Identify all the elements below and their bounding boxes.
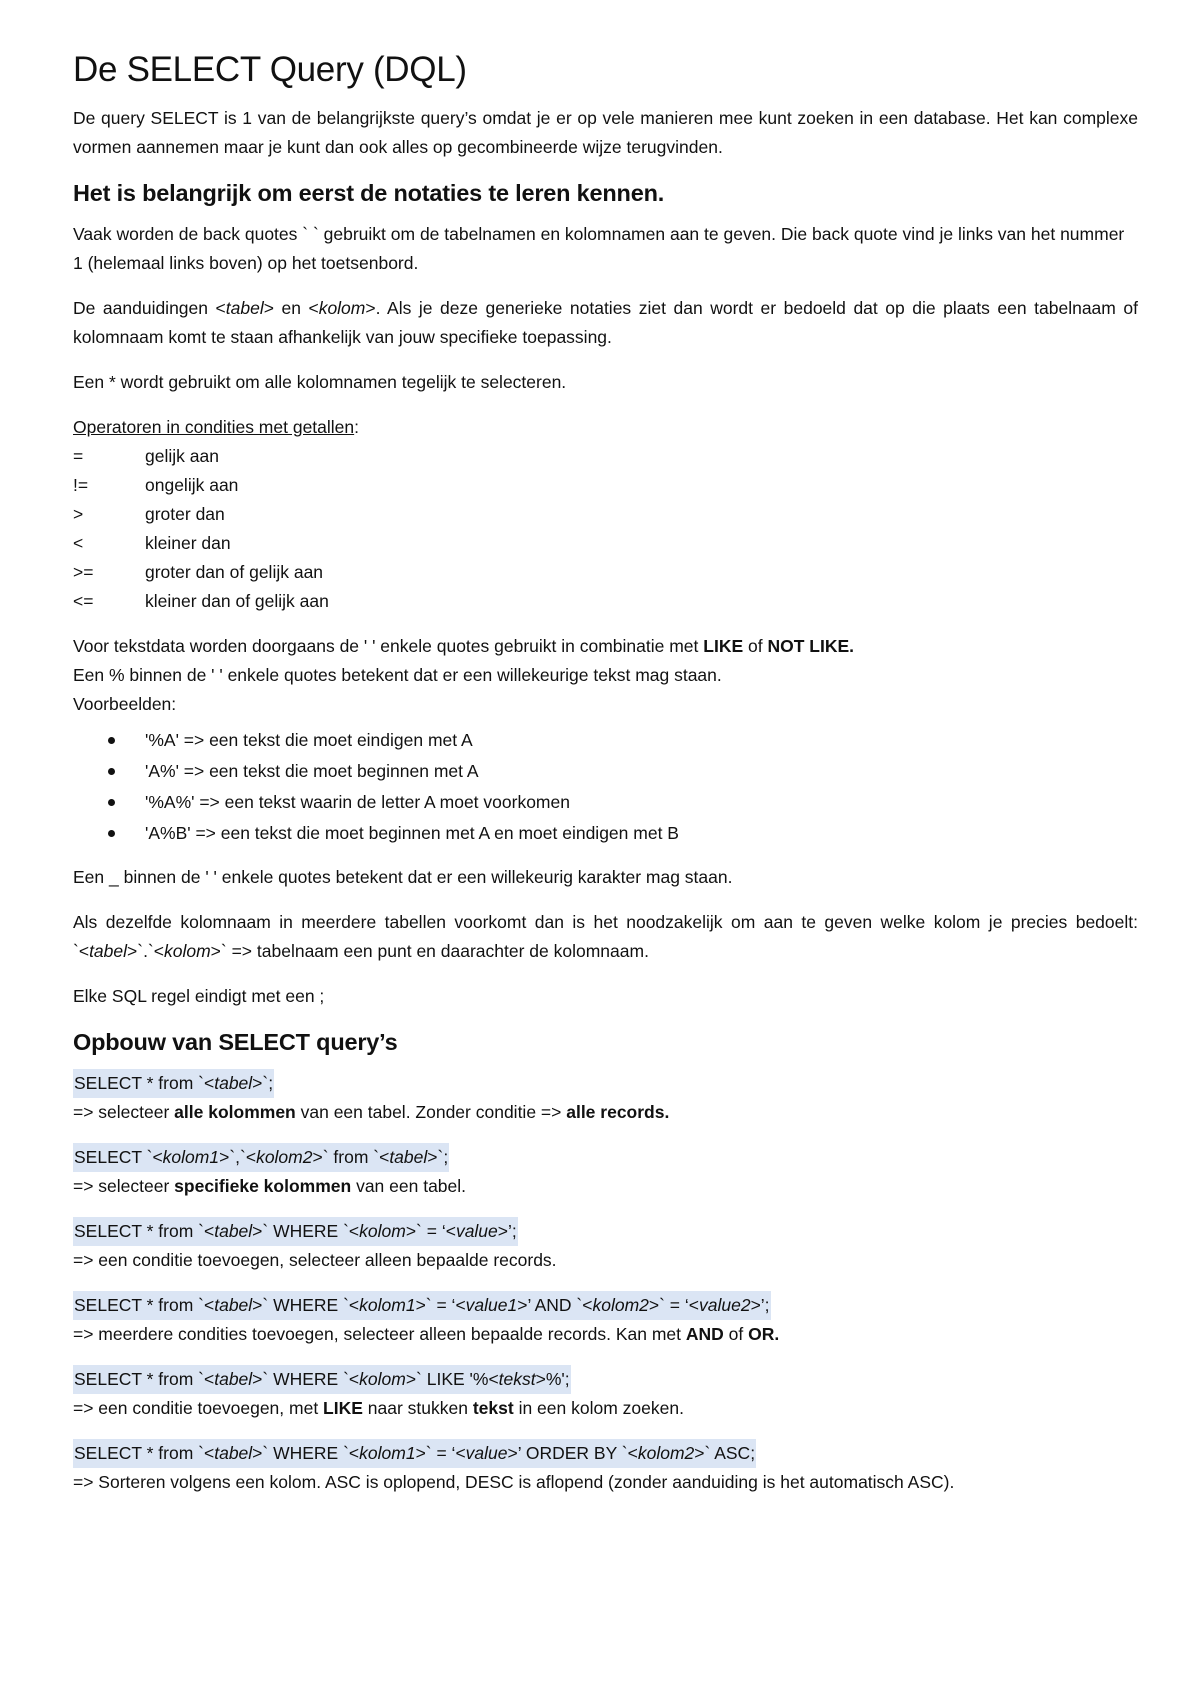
- operator-row: <= kleiner dan of gelijk aan: [73, 591, 329, 611]
- operator-row: > groter dan: [73, 504, 225, 524]
- operators-heading: Operatoren in condities met getallen:: [73, 417, 360, 437]
- sql-query: SELECT `<kolom1>`,`<kolom2>` from `<tabel>`;: [73, 1143, 449, 1172]
- backquotes-paragraph: Vaak worden de back quotes ` ` gebruikt om de tabelnamen en kolomnamen aan te geven. Die back quote vind je links van het nummer 1 (helemaal links boven) op het toetsenbord.: [73, 224, 1125, 273]
- query-example-1: [73, 1069, 1138, 1127]
- list-item: '%A%' => een tekst waarin de letter A moet voorkomen: [145, 787, 1138, 818]
- query-description: => selecteer alle kolommen van een tabel. Zonder conditie => alle records.: [73, 1102, 670, 1122]
- query-description: => Sorteren volgens een kolom. ASC is oplopend, DESC is aflopend (zonder aanduiding is het automatisch ASC).: [73, 1472, 955, 1492]
- underscore-paragraph: Een _ binnen de ' ' enkele quotes betekent dat er een willekeurig karakter mag staan.: [73, 867, 733, 887]
- query-example-4: [73, 1291, 1138, 1349]
- aanduidingen-paragraph: De aanduidingen <tabel> en <kolom>. Als je deze generieke notaties ziet dan wordt er bedoeld dat op die plaats een tabelnaam of kolomnaam komt te staan afhankelijk van jouw specifieke toepassing.: [73, 298, 1138, 347]
- section-heading-notations: Het is belangrijk om eerst de notaties te leren kennen.: [73, 180, 665, 206]
- operator-row: = gelijk aan: [73, 446, 219, 466]
- section-heading-select: Opbouw van SELECT query’s: [73, 1029, 398, 1055]
- operator-row: != ongelijk aan: [73, 475, 239, 495]
- list-item: 'A%' => een tekst die moet beginnen met A: [145, 756, 1138, 787]
- page-title: De SELECT Query (DQL): [73, 50, 467, 89]
- operators-list: [73, 413, 1138, 616]
- query-example-5: [73, 1365, 1138, 1423]
- sql-query: SELECT * from `<tabel>` WHERE `<kolom>` = ‘<value>’;: [73, 1217, 518, 1246]
- same-column-paragraph: Als dezelfde kolomnaam in meerdere tabellen voorkomt dan is het noodzakelijk om aan te geven welke kolom je precies bedoelt: `<tabel>`.`<kolom>` => tabelnaam een punt en daarachter de kolomnaam.: [73, 912, 1138, 961]
- query-description: => selecteer specifieke kolommen van een tabel.: [73, 1176, 467, 1196]
- list-item: 'A%B' => een tekst die moet beginnen met A en moet eindigen met B: [145, 818, 1138, 849]
- operator-row: >= groter dan of gelijk aan: [73, 562, 324, 582]
- query-example-6: [73, 1439, 1138, 1497]
- sql-query: SELECT * from `<tabel>` WHERE `<kolom1>` = ‘<value1>’ AND `<kolom2>` = ‘<value2>’;: [73, 1291, 771, 1320]
- percent-paragraph: Een % binnen de ' ' enkele quotes betekent dat er een willekeurige tekst mag staan.: [73, 665, 722, 685]
- sql-query: SELECT * from `<tabel>`;: [73, 1069, 274, 1098]
- query-example-2: [73, 1143, 1138, 1201]
- list-item: '%A' => een tekst die moet eindigen met A: [145, 725, 1138, 756]
- query-description: => meerdere condities toevoegen, selecteer alleen bepaalde records. Kan met AND of OR.: [73, 1324, 780, 1344]
- examples-list: [73, 725, 1138, 849]
- examples-label: Voorbeelden:: [73, 694, 177, 714]
- intro-paragraph: De query SELECT is 1 van de belangrijkste query’s omdat je er op vele manieren mee kunt zoeken in een database. Het kan complexe vormen aannemen maar je kunt dan ook alles op gecombineerde wijze terugvinden.: [73, 108, 1138, 157]
- text-data-paragraph: Voor tekstdata worden doorgaans de ' ' enkele quotes gebruikt in combinatie met LIKE of NOT LIKE.: [73, 636, 854, 656]
- operator-row: < kleiner dan: [73, 533, 231, 553]
- star-paragraph: Een * wordt gebruikt om alle kolomnamen tegelijk te selecteren.: [73, 372, 567, 392]
- semicolon-paragraph: Elke SQL regel eindigt met een ;: [73, 986, 325, 1006]
- query-description: => een conditie toevoegen, met LIKE naar stukken tekst in een kolom zoeken.: [73, 1398, 684, 1418]
- query-example-3: [73, 1217, 1138, 1275]
- sql-query: SELECT * from `<tabel>` WHERE `<kolom>` LIKE '%<tekst>%';: [73, 1365, 571, 1394]
- sql-query: SELECT * from `<tabel>` WHERE `<kolom1>` = ‘<value>’ ORDER BY `<kolom2>` ASC;: [73, 1439, 756, 1468]
- query-description: => een conditie toevoegen, selecteer alleen bepaalde records.: [73, 1250, 557, 1270]
